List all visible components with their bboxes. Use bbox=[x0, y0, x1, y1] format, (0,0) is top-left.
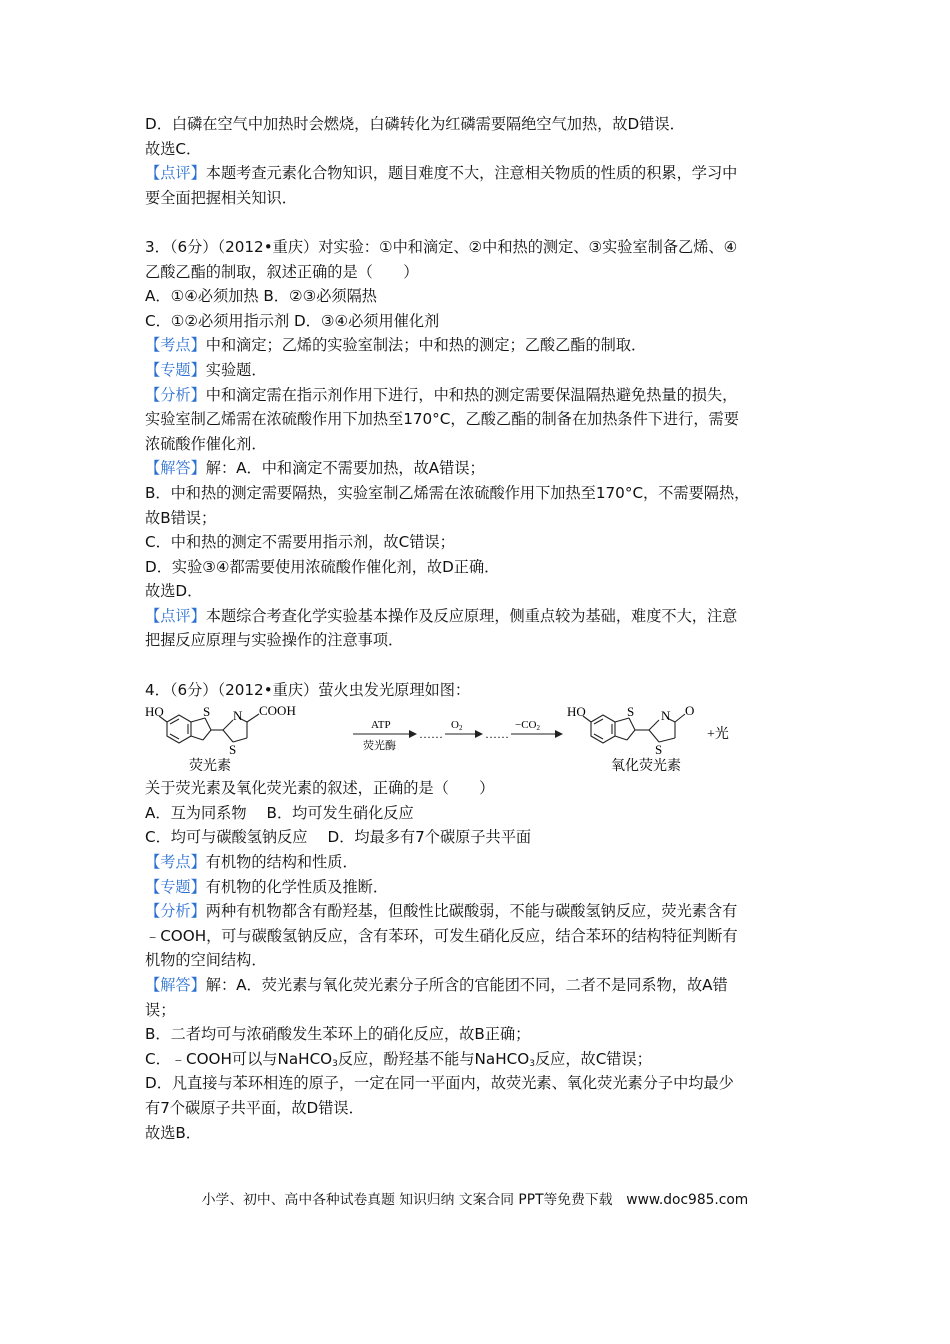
nitrogen-label: N bbox=[233, 708, 243, 724]
q3-analysis-text: 中和滴定需在指示剂作用下进行，中和热的测定需要保温隔热避免热量的损失， bbox=[205, 385, 738, 404]
dots-2: …… bbox=[485, 727, 509, 742]
q4-solution bbox=[145, 973, 815, 998]
firefly-reaction-scheme bbox=[145, 702, 815, 776]
analysis-tag: 【分析】 bbox=[145, 902, 206, 921]
q4-options-ab: A．互为同系物 B．均可发生硝化反应 bbox=[145, 803, 414, 822]
reaction-arrow bbox=[353, 719, 563, 752]
document-body bbox=[145, 112, 815, 1145]
analysis-tag: 【分析】 bbox=[145, 385, 206, 404]
q4-point-text: 有机物的结构和性质． bbox=[205, 853, 358, 872]
q4-solution-c: C．﹣COOH可以与NaHCO$_3$反应，酚羟基不能与NaHCO$_3$反应，故C错误； bbox=[145, 1049, 652, 1069]
q3-analysis-cont-2: 浓硫酸作催化剂． bbox=[145, 434, 267, 453]
q3-solution-d: D．实验③④都需要使用浓硫酸作催化剂，故D正确． bbox=[145, 557, 500, 576]
q4-analysis bbox=[145, 899, 815, 924]
sulfur-label: S bbox=[627, 704, 635, 720]
q3-analysis-cont: 实验室制乙烯需在浓硫酸作用下加热至170°C，乙酸乙酯的制备在加热条件下进行，需要 bbox=[145, 410, 739, 429]
q4-solution-d: D．凡直接与苯环相连的原子，一定在同一平面内，故荧光素、氧化荧光素分子中均最少 bbox=[145, 1074, 734, 1093]
topic-tag: 【专题】 bbox=[145, 360, 206, 379]
solution-tag: 【解答】 bbox=[145, 459, 206, 478]
q3-stem-cont: 乙酸乙酯的制取，叙述正确的是（ ） bbox=[145, 262, 419, 281]
point-tag: 【考点】 bbox=[145, 853, 206, 872]
sulfur-label: S bbox=[203, 704, 211, 720]
q2-review-cont: 要全面把握相关知识． bbox=[145, 188, 297, 207]
q4-analysis-cont: ﹣COOH，可与碳酸氢钠反应，含有苯环，可发生硝化反应，结合苯环的结构特征判断有 bbox=[145, 926, 738, 945]
reaction-scheme-svg bbox=[145, 702, 815, 776]
sulfur-label: S bbox=[655, 742, 663, 758]
q3-review bbox=[145, 604, 815, 629]
q3-solution bbox=[145, 456, 815, 481]
q3-topic-text: 实验题． bbox=[205, 360, 267, 379]
dots-1: …… bbox=[419, 727, 443, 742]
co2-label: −CO2 bbox=[515, 719, 540, 733]
q4-point bbox=[145, 850, 815, 875]
nitrogen-label: N bbox=[661, 708, 671, 724]
q4-solution-b: B．二者均可与浓硝酸发生苯环上的硝化反应，故B正确； bbox=[145, 1025, 531, 1044]
oxygen-label: O bbox=[685, 703, 695, 719]
q3-solution-b: B．中和热的测定需要隔热，实验室制乙烯需在浓硫酸作用下加热至170°C，不需要隔热， bbox=[145, 483, 750, 502]
q3-analysis bbox=[145, 383, 815, 408]
q3-options-ab: A．①④必须加热 B．②③必须隔热 bbox=[145, 287, 377, 306]
cooh-label: COOH bbox=[259, 703, 296, 719]
q4-analysis-text: 两种有机物都含有酚羟基，但酸性比碳酸弱，不能与碳酸氢钠反应，荧光素含有 bbox=[205, 902, 738, 921]
spacer bbox=[145, 653, 815, 678]
light-label: +光 bbox=[707, 727, 729, 743]
q4-solution-d-cont: 有7个碳原子共平面，故D错误． bbox=[145, 1098, 364, 1117]
q4-answer: 故选B． bbox=[145, 1123, 201, 1142]
q4-topic-text: 有机物的化学性质及推断． bbox=[205, 877, 388, 896]
q2-option-d-explanation: D．白磷在空气中加热时会燃烧，白磷转化为红磷需要隔绝空气加热，故D错误． bbox=[145, 115, 685, 133]
q4-solution-text: 解：A．荧光素与氧化荧光素分子所含的官能团不同，二者不是同系物，故A错 bbox=[205, 976, 728, 994]
ho-right-label: HO bbox=[567, 704, 586, 720]
enzyme-label: 荧光酶 bbox=[363, 740, 396, 753]
q4-question: 关于荧光素及氧化荧光素的叙述，正确的是（ ） bbox=[145, 779, 495, 798]
q3-review-cont: 把握反应原理与实验操作的注意事项． bbox=[145, 631, 404, 650]
q4-topic bbox=[145, 875, 815, 900]
oxyluciferin-name: 氧化荧光素 bbox=[611, 759, 681, 775]
point-tag: 【考点】 bbox=[145, 336, 206, 355]
sulfur-label: S bbox=[229, 742, 237, 758]
o2-label: O2 bbox=[451, 719, 463, 733]
q4-options-cd: C．均可与碳酸氢钠反应 D．均最多有7个碳原子共平面 bbox=[145, 828, 532, 847]
q3-options-cd: C．①②必须用指示剂 D．③④必须用催化剂 bbox=[145, 311, 440, 330]
q4-solution-a-cont: 误； bbox=[145, 1000, 176, 1019]
q3-point-text: 中和滴定；乙烯的实验室制法；中和热的测定；乙酸乙酯的制取． bbox=[205, 336, 647, 355]
q3-solution-c: C．中和热的测定不需要用指示剂，故C错误； bbox=[145, 533, 455, 552]
spacer bbox=[145, 210, 815, 235]
q2-answer: 故选C． bbox=[145, 139, 202, 158]
q3-solution-text: 解：A．中和滴定不需要加热，故A错误； bbox=[205, 459, 485, 478]
solution-tag: 【解答】 bbox=[145, 976, 206, 994]
q2-review bbox=[145, 161, 815, 186]
topic-tag: 【专题】 bbox=[145, 877, 206, 896]
luciferin-name: 荧光素 bbox=[189, 759, 231, 775]
review-tag: 【点评】 bbox=[145, 164, 206, 183]
q3-answer: 故选D． bbox=[145, 582, 203, 601]
atp-label: ATP bbox=[371, 719, 391, 732]
q2-review-text: 本题考查元素化合物知识，题目难度不大，注意相关物质的性质的积累，学习中 bbox=[205, 164, 738, 183]
page-footer: 小学、初中、高中各种试卷真题 知识归纳 文案合同 PPT等免费下载 www.doc985.com bbox=[201, 1192, 749, 1208]
q3-point bbox=[145, 333, 815, 358]
q3-solution-b-cont: 故B错误； bbox=[145, 508, 217, 527]
q4-analysis-cont-2: 机物的空间结构． bbox=[145, 951, 267, 970]
review-tag: 【点评】 bbox=[145, 606, 206, 625]
q4-stem: 4．（6分）（2012•重庆）萤火虫发光原理如图： bbox=[145, 680, 471, 699]
ho-left-label: HO bbox=[145, 704, 164, 720]
q3-topic bbox=[145, 358, 815, 383]
q3-review-text: 本题综合考查化学实验基本操作及反应原理，侧重点较为基础，难度不大，注意 bbox=[205, 606, 738, 625]
q3-stem: 3．（6分）（2012•重庆）对实验：①中和滴定、②中和热的测定、③实验室制备乙烯、④ bbox=[145, 237, 738, 256]
